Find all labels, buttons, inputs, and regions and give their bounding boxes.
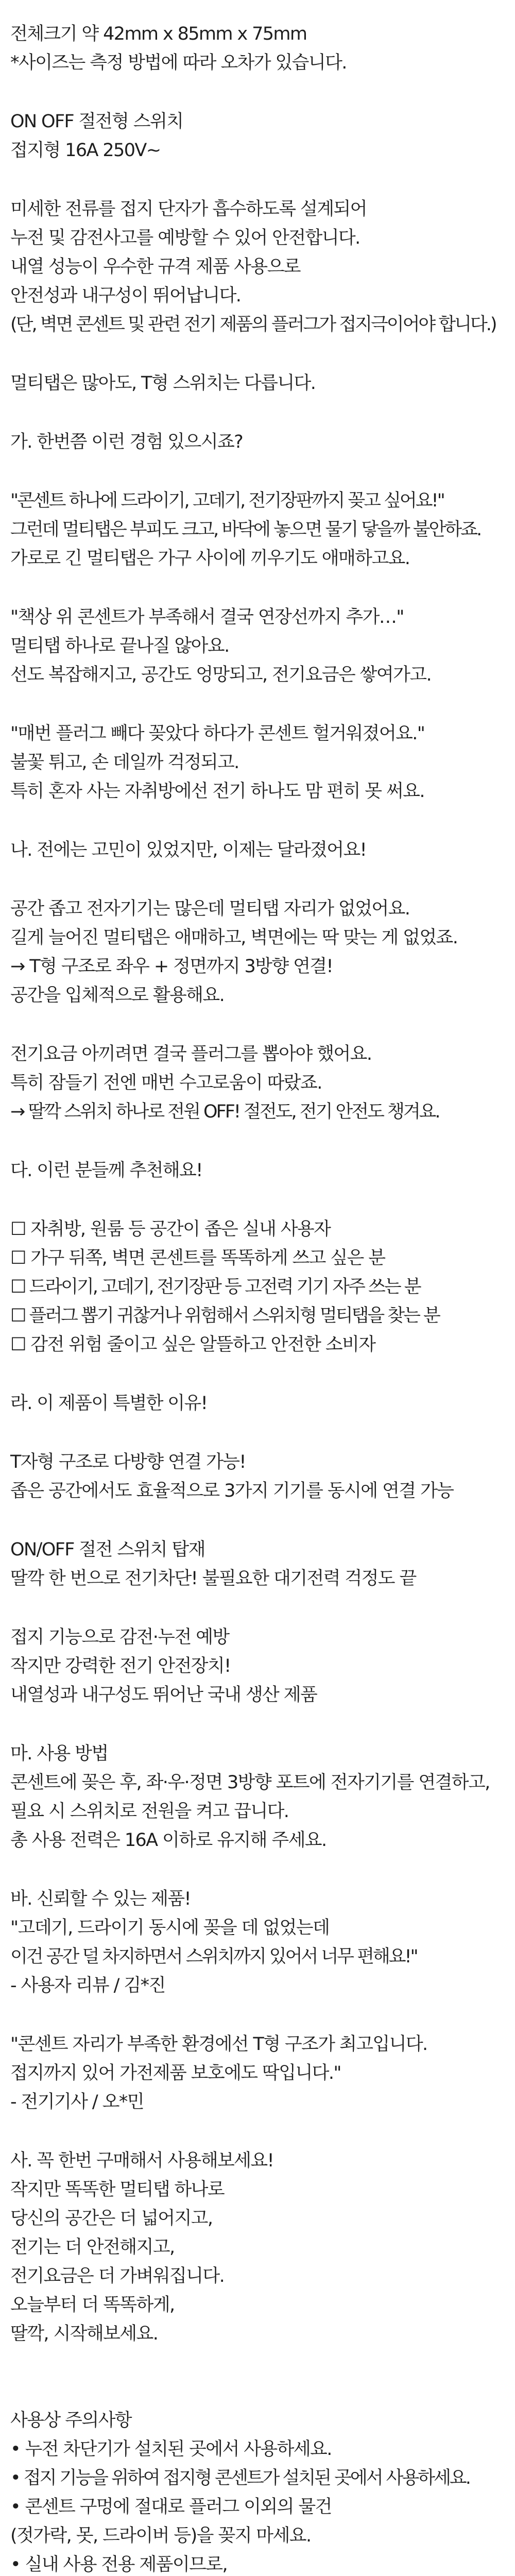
section-ra-title [10,1389,505,1418]
section-reason-1 [10,1448,505,1505]
text-line: • 접지 기능을 위하여 접지형 콘센트가 설치된 곳에서 사용하세요. [10,2468,470,2488]
text-line: ☐ 플러그 뽑기 귀찮거나 위험해서 스위치형 멀티탭을 찾는 분 [10,1306,439,1326]
text-line: • 콘센트 구멍에 절대로 플러그 이외의 물건 [10,2497,332,2517]
section-intro [10,369,505,398]
text-line: "고데기, 드라이기 동시에 꽂을 데 없었는데 [10,1918,330,1938]
section-ma-title-usage [10,1739,505,1855]
text-line: 라. 이 제품이 특별한 이유! [10,1393,208,1414]
text-line: 사용상 주의사항 [10,2410,131,2431]
section-solution-2 [10,1040,505,1126]
text-line: 사. 꼭 한번 구매해서 사용해보세요! [10,2150,273,2171]
section-recommend [10,1215,505,1359]
section-experience-3 [10,719,505,806]
text-line: 특히 혼자 사는 자취방에선 전기 하나도 맘 편히 못 써요. [10,781,424,802]
text-line: 특히 잠들기 전엔 매번 수고로움이 따랐죠. [10,1073,322,1093]
text-line: 접지까지 있어 가전제품 보호에도 딱입니다." [10,2063,341,2083]
text-line: ON OFF 절전형 스위치 [10,111,183,132]
text-line: 그런데 멀티탭은 부피도 크고, 바닥에 놓으면 물기 닿을까 불안하죠. [10,519,481,540]
text-line: 전기요금은 더 가벼워집니다. [10,2266,225,2286]
text-line: 이건 공간 덜 차지하면서 스위치까지 있어서 너무 편해요!" [10,1946,417,1967]
section-ga-title [10,428,505,456]
section-ba-review-1 [10,1885,505,2000]
text-line: • 실내 사용 전용 제품이므로, [10,2554,227,2575]
text-line: 전기요금 아끼려면 결국 플러그를 뽑아야 했어요. [10,1044,372,1064]
text-line: 작지만 똑똑한 멀티탭 하나로 [10,2179,225,2200]
text-line: 접지형 16A 250V~ [10,140,161,161]
text-line: ☐ 감전 위험 줄이고 싶은 알뜰하고 안전한 소비자 [10,1334,375,1355]
text-line: 당신의 공간은 더 넓어지고, [10,2208,213,2229]
text-line: 다. 이런 분들께 추천해요! [10,1160,202,1181]
text-line: 미세한 전류를 접지 단자가 흡수하도록 설계되어 [10,199,367,219]
section-na-title [10,836,505,865]
text-line: T자형 구조로 다방향 연결 가능! [10,1452,246,1472]
section-reason-3 [10,1623,505,1709]
section-experience-1 [10,486,505,573]
section-da-title [10,1156,505,1185]
text-line: → T형 구조로 좌우 + 정면까지 3방향 연결! [10,956,333,977]
text-line: - 사용자 리뷰 / 김*진 [10,1975,165,1996]
text-line: "책상 위 콘센트가 부족해서 결국 연장선까지 추가…" [10,607,404,628]
text-line: 딸깍, 시작해보세요. [10,2324,158,2344]
section-sa-closing [10,2146,505,2348]
text-line: ☐ 자취방, 원룸 등 공간이 좁은 실내 사용자 [10,1219,331,1240]
text-line: 전기는 더 안전해지고, [10,2237,175,2258]
text-line: 공간을 입체적으로 활용해요. [10,985,225,1006]
text-line: → 딸깍 스위치 하나로 전원 OFF! 절전도, 전기 안전도 챙겨요. [10,1101,439,1122]
text-line: ☐ 드라이기, 고데기, 전기장판 등 고전력 기기 자주 쓰는 분 [10,1277,420,1297]
text-line: 딸깍 한 번으로 전기차단! 불필요한 대기전력 걱정도 끝 [10,1568,416,1589]
text-line: 가로로 긴 멀티탭은 가구 사이에 끼우기도 애매하고요. [10,548,410,569]
text-line: 멀티탭 하나로 끝나질 않아요. [10,636,229,656]
text-line: 선도 복잡해지고, 공간도 엉망되고, 전기요금은 쌓여가고. [10,665,432,685]
text-line: "콘센트 자리가 부족한 환경에선 T형 구조가 최고입니다. [10,2034,427,2055]
text-line: 총 사용 전력은 16A 이하로 유지해 주세요. [10,1830,327,1851]
text-line: 접지 기능으로 감전·누전 예방 [10,1627,229,1648]
section-spec [10,107,505,165]
text-line: "콘센트 하나에 드라이기, 고데기, 전기장판까지 꽂고 싶어요!" [10,490,444,511]
section-experience-2 [10,603,505,689]
text-line: "매번 플러그 빼다 꽂았다 하다가 콘센트 헐거워졌어요." [10,723,425,744]
text-line: 누전 및 감전사고를 예방할 수 있어 안전합니다. [10,228,360,248]
text-line: 전체크기 약 42mm x 85mm x 75mm [10,24,307,44]
text-line: 작지만 강력한 전기 안전장치! [10,1656,231,1676]
text-line: (단, 벽면 콘센트 및 관련 전기 제품의 플러그가 접지극이어야 합니다.) [10,314,496,335]
text-line: 멀티탭은 많아도, T형 스위치는 다릅니다. [10,373,316,394]
text-line: 오늘부터 더 똑똑하게, [10,2295,175,2315]
text-line: 좁은 공간에서도 효율적으로 3가지 기기를 동시에 연결 가능 [10,1481,454,1501]
section-size [10,20,505,77]
text-line: 마. 사용 방법 [10,1743,108,1764]
text-line: • 누전 차단기가 설치된 곳에서 사용하세요. [10,2439,332,2460]
text-line: 길게 늘어진 멀티탭은 애매하고, 벽면에는 딱 맞는 게 없었죠. [10,927,458,948]
section-safety [10,195,505,339]
text-line: 내열성과 내구성도 뛰어난 국내 생산 제품 [10,1685,317,1705]
section-cautions [10,2406,505,2576]
text-line: - 전기기사 / 오*민 [10,2092,144,2112]
text-line: 불꽃 튀고, 손 데일까 걱정되고. [10,752,239,773]
text-line: ☐ 가구 뒤쪽, 벽면 콘센트를 똑똑하게 쓰고 싶은 분 [10,1248,385,1268]
text-line: ON/OFF 절전 스위치 탑재 [10,1539,205,1560]
section-review-2 [10,2030,505,2116]
section-solution-1 [10,894,505,1010]
section-reason-2 [10,1535,505,1593]
text-line: *사이즈는 측정 방법에 따라 오차가 있습니다. [10,53,347,73]
text-line: 바. 신뢰할 수 있는 제품! [10,1889,191,1909]
text-line: 콘센트에 꽂은 후, 좌·우·정면 3방향 포트에 전자기기를 연결하고, [10,1772,490,1793]
text-line: 나. 전에는 고민이 있었지만, 이제는 달라졌어요! [10,840,367,860]
text-line: 안전성과 내구성이 뛰어납니다. [10,285,241,306]
text-line: 내열 성능이 우수한 규격 제품 사용으로 [10,257,300,277]
text-line: 공간 좁고 전자기기는 많은데 멀티탭 자리가 없었어요. [10,899,410,919]
text-line: 가. 한번쯤 이런 경험 있으시죠? [10,432,243,452]
text-line: (젓가락, 못, 드라이버 등)을 꽂지 마세요. [10,2526,311,2546]
text-line: 필요 시 스위치로 전원을 켜고 끕니다. [10,1801,289,1822]
